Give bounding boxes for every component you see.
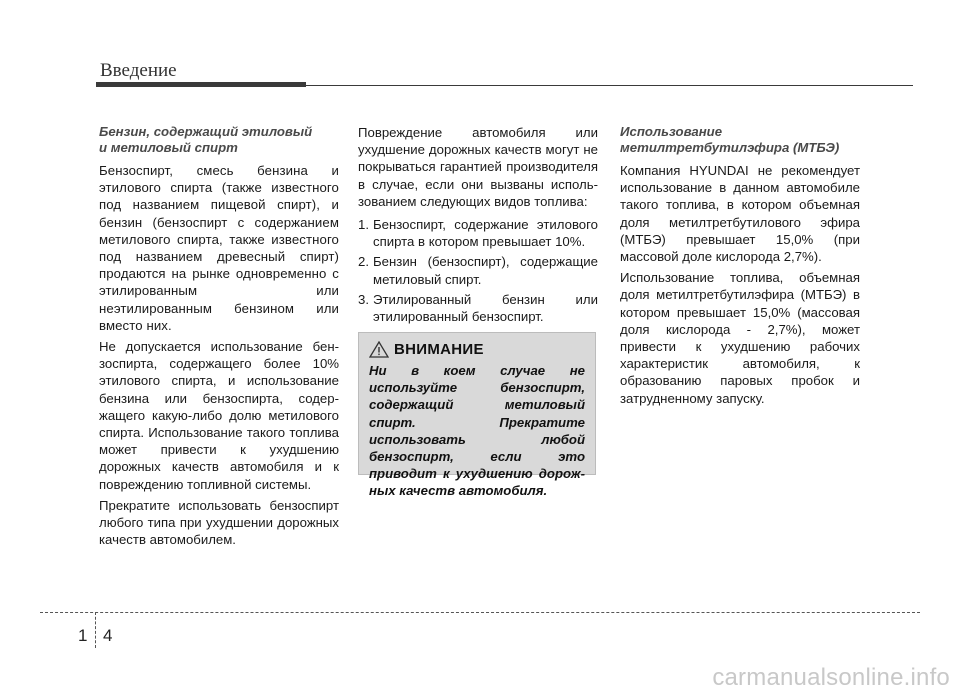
watermark: carmanualsonline.info — [712, 664, 950, 691]
header-rule-thin — [306, 85, 913, 86]
section-title: Введение — [100, 60, 177, 81]
page-number: 4 — [103, 626, 113, 645]
column-right — [620, 124, 860, 411]
chapter-number: 1 — [78, 626, 88, 645]
warning-box — [358, 332, 596, 499]
mtbe-heading — [620, 124, 860, 156]
heading-line-2: и метиловый спирт — [99, 140, 238, 155]
list-text: Бензин (бензоспирт), содержащие метиловый спирт. — [373, 254, 598, 287]
paragraph: Компания HYUNDAI не рекомендует использование в данном автомобиле такого топлива, в котором объемная доля метилтретбутилового эфира (МТБЭ) превышает 15,0% (при массовой доле кислорода 2,7%). — [620, 163, 860, 265]
paragraph: Не допускается использование бен-зоспирта, содержащего более 10% этилового спирта, и использование бензина или бензоспирта, содер-жащего какую-либо долю метилового спирта. Использование такого топлива может привести к ухудшению дорожных качеств автомобиля и к повреждению топливной системы. — [99, 339, 339, 492]
heading-line-1: Бензин, содержащий этиловый — [99, 124, 313, 139]
warning-text: Ни в коем случае не используйте бензоспирт, содержащий метиловый спирт. Прекратите использовать любой бензоспирт, если это приводит к ухудшению дорож-ных качеств автомобиля. — [369, 363, 585, 499]
paragraph: Повреждение автомобиля или ухудшение дорожных качеств могут не покрываться гарантией производителя в случае, если они вызваны исполь-зованием следующих видов топлива: — [358, 125, 598, 209]
paragraph: Использование топлива, объемная доля метилтретбутилэфира (МТБЭ) в котором превышает 15,0% (массовая доля кислорода - 2,7%), может привести к ухудшению рабочих характеристик автомобиля, к образованию паровых пробок и затрудненному запуску. — [620, 270, 860, 406]
column-middle — [358, 124, 598, 328]
column-left — [99, 124, 339, 552]
paragraph: Прекратите использовать бензоспирт любого типа при ухудшении дорожных качеств автомобилем. — [99, 497, 339, 548]
heading-line-1: Использование — [620, 124, 723, 139]
heading-line-2: метилтретбутилэфира (МТБЭ) — [620, 140, 840, 155]
warning-title: ВНИМАНИЕ — [394, 341, 484, 358]
ethanol-methanol-heading — [99, 124, 339, 156]
fuel-list — [358, 216, 598, 325]
list-number: 2. — [358, 254, 369, 270]
warning-header — [369, 341, 585, 358]
footer-rule — [40, 612, 920, 613]
paragraph: Бензоспирт, смесь бензина и этилового спирта (также известного под названием пищевой спирт), и бензин (бензоспирт с содержанием метилового спирта, также известного под названием древесный спирт) продаются на рынке одновременно с этилированным или неэтилированным бензином или вместо них. — [99, 163, 339, 333]
header-rule-thick — [96, 82, 306, 87]
list-item — [358, 291, 598, 325]
list-number: 1. — [358, 217, 369, 233]
list-text: Бензоспирт, содержание этилового спирта в котором превышает 10%. — [373, 217, 598, 250]
list-number: 3. — [358, 291, 369, 307]
page-number-separator — [95, 612, 96, 648]
list-item — [358, 216, 598, 250]
list-text: Этилированный бензин или этилированный бензоспирт. — [373, 291, 598, 325]
warning-triangle-icon — [369, 341, 389, 358]
list-item — [358, 253, 598, 287]
